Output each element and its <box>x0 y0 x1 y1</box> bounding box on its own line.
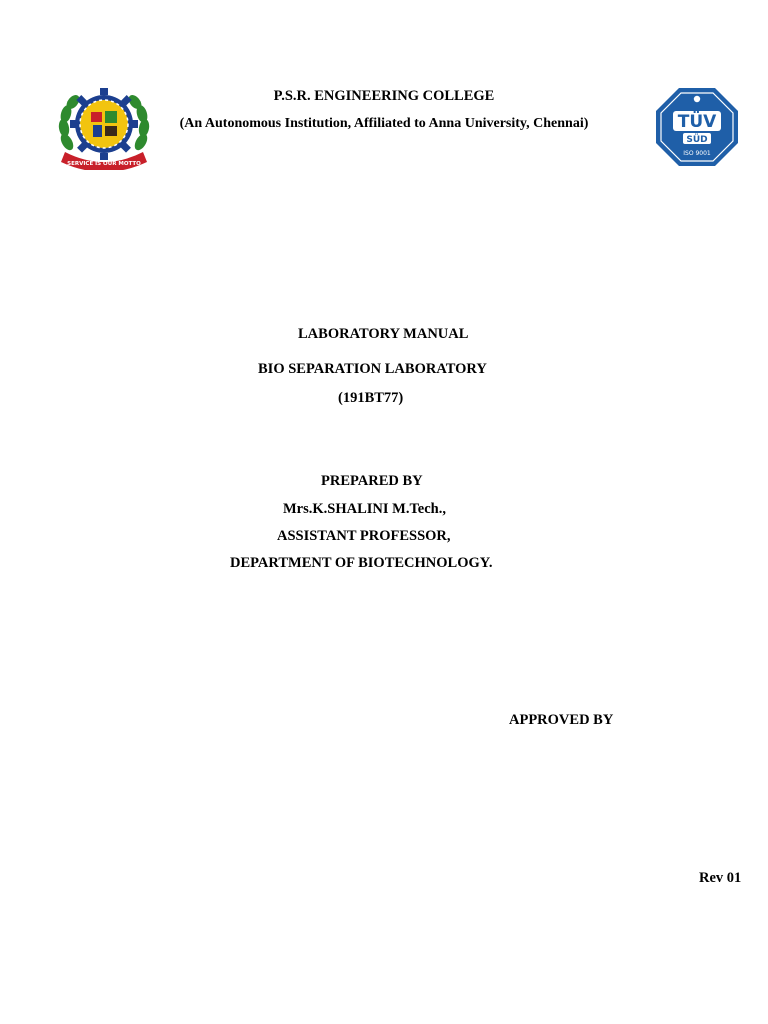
revision-number: Rev 01 <box>699 870 742 886</box>
lab-name: BIO SEPARATION LABORATORY <box>258 361 487 377</box>
manual-title: LABORATORY MANUAL <box>298 326 469 342</box>
college-affiliation: (An Autonomous Institution, Affiliated to Anna University, Chennai) <box>179 116 589 131</box>
preparer-name: Mrs.K.SHALINI M.Tech., <box>283 501 446 517</box>
preparer-designation: ASSISTANT PROFESSOR, <box>277 528 451 544</box>
approved-by-label: APPROVED BY <box>509 712 614 728</box>
prepared-by-label: PREPARED BY <box>321 473 423 489</box>
preparer-department: DEPARTMENT OF BIOTECHNOLOGY. <box>230 555 493 571</box>
college-name: P.S.R. ENGINEERING COLLEGE <box>273 88 495 104</box>
logo-motto: SERVICE IS OUR MOTTO <box>67 161 141 167</box>
tuv-sub-text: SÜD <box>686 135 708 145</box>
course-code: (191BT77) <box>338 390 404 406</box>
iso-standard-text: ISO 9001 <box>683 150 711 157</box>
tuv-brand-text: TÜV <box>677 112 717 132</box>
